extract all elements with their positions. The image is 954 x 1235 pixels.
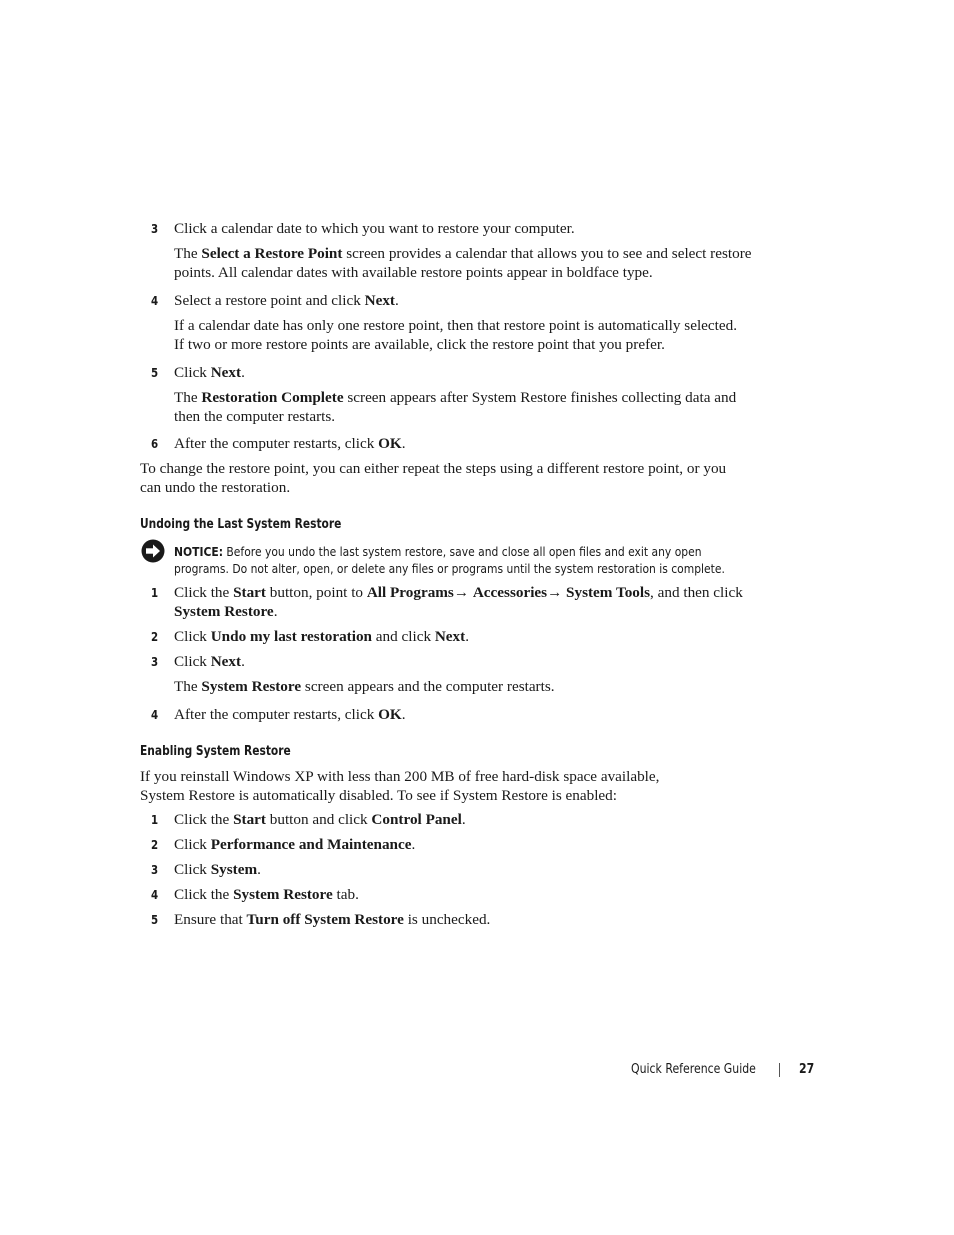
step-number: 2 [151,629,159,644]
step-number: 4 [151,887,159,902]
step-number: 1 [151,585,159,600]
step-text: Click System. [174,861,261,878]
step-text: Click the Start button and click Control Panel. [174,811,466,828]
notice-label: NOTICE: [174,545,224,560]
step-text: After the computer restarts, click OK. [174,706,406,723]
footer-guide-title: Quick Reference Guide [631,1062,756,1077]
step-number: 4 [151,293,159,308]
step-number: 4 [151,707,159,722]
step-text: Select a restore point and click Next. [174,292,399,309]
step-number: 2 [151,837,159,852]
step-description: If a calendar date has only one restore point, then that restore point is automatically selected. If two or more restore points are available, click the restore point that you prefer. [174,317,737,353]
section-heading: Undoing the Last System Restore [140,517,342,532]
section-heading: Enabling System Restore [140,744,291,759]
step-number: 3 [151,654,159,669]
step-text: Click the Start button, point to All Programs→ Accessories→ System Tools, and then click System Restore. [174,584,743,620]
step-description: The System Restore screen appears and the computer restarts. [174,678,555,695]
step-text: Click Performance and Maintenance. [174,836,416,853]
step-text: Ensure that Turn off System Restore is unchecked. [174,911,491,928]
step-description: The Restoration Complete screen appears after System Restore finishes collecting data and then the computer restarts. [174,389,737,425]
step-number: 5 [151,912,159,927]
arrow-glyph: → [453,584,470,601]
step-text: Click a calendar date to which you want to restore your computer. [174,220,575,237]
step-description: The Select a Restore Point screen provides a calendar that allows you to see and select restore points. All calendar dates with available restore points appear in boldface type. [174,245,752,281]
footer-separator [779,1063,780,1077]
notice-arrow-icon [141,539,165,563]
arrow-glyph: → [547,584,563,601]
step-number: 5 [151,365,159,380]
step-text: After the computer restarts, click OK. [174,435,406,452]
step-number: 1 [151,812,159,827]
step-text: Click Next. [174,653,245,670]
step-text: Click Undo my last restoration and click Next. [174,628,470,645]
notice-text: NOTICE: Before you undo the last system restore, save and close all open files and exit any open programs. Do not alter, open, or delete any files or programs until the system restoration is complete. [174,545,725,577]
step-text: Click Next. [174,364,245,381]
step-number: 3 [151,221,159,236]
step-number: 6 [151,436,159,451]
step-number: 3 [151,862,159,877]
body-paragraph: To change the restore point, you can either repeat the steps using a different restore point, or you can undo the restoration. [140,460,727,496]
body-paragraph: If you reinstall Windows XP with less than 200 MB of free hard-disk space available, System Restore is automatically disabled. To see if System Restore is enabled: [140,768,660,804]
page-number: 27 [799,1062,815,1077]
step-text: Click the System Restore tab. [174,886,359,903]
